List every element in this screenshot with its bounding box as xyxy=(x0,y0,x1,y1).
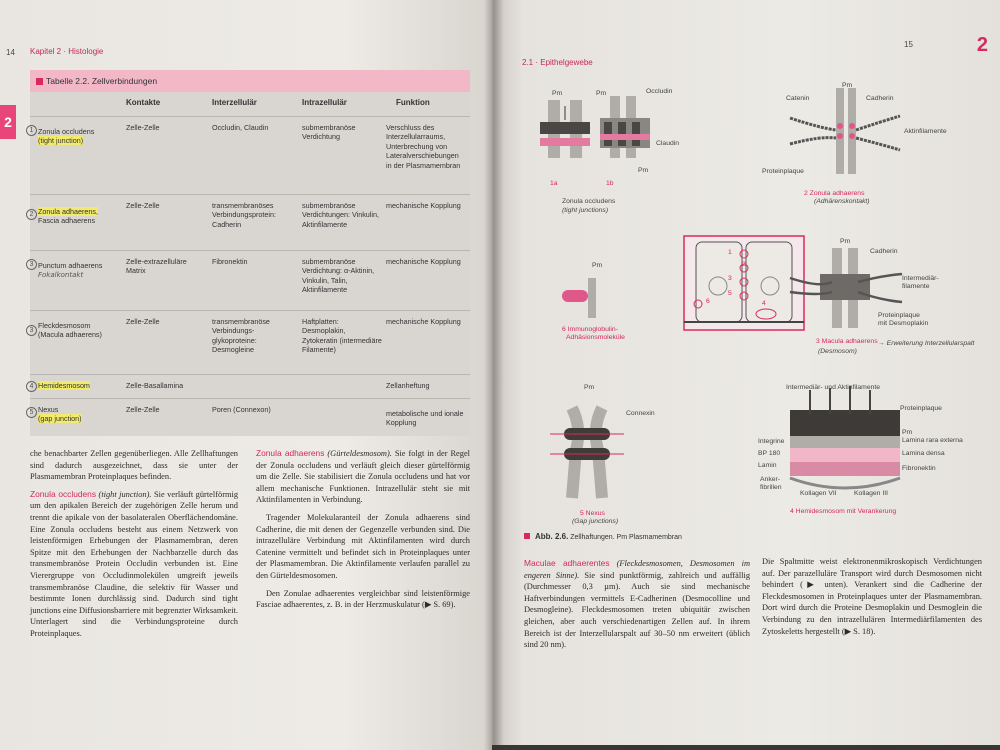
cell-junction-table xyxy=(30,70,470,436)
row-kontakte: Zelle-extrazelluläre Matrix xyxy=(126,257,187,276)
label-pm: Pm xyxy=(840,238,851,245)
row-funktion: metabolische und ionale Kopplung xyxy=(386,409,464,428)
table-header-row xyxy=(30,92,470,116)
row-number-circle: 2 xyxy=(26,209,37,220)
tight-junction-1b-diagram xyxy=(600,96,650,158)
table-row xyxy=(30,250,470,310)
epithelial-cells-overview xyxy=(684,236,804,330)
row-name-cell xyxy=(38,261,118,281)
row-inter: Occludin, Claudin xyxy=(212,123,269,132)
text-column-left-1 xyxy=(30,448,238,646)
row-name-sub: (Macula adhaerens) xyxy=(38,330,102,340)
row-name: Zonula occludens xyxy=(38,127,95,136)
row-kontakte: Zelle-Zelle xyxy=(126,201,160,210)
page-number-left: 14 xyxy=(6,48,15,57)
row-intra: submembranöse Verdichtungen: Vinkulin, Aktinfilamente xyxy=(302,201,379,229)
row-name: Nexus xyxy=(38,405,59,414)
label-cadherin: Cadherin xyxy=(866,95,894,102)
label-mit-desmoplakin: mit Desmoplakin xyxy=(878,320,929,327)
chapter-header: Kapitel 2 · Histologie xyxy=(30,47,104,56)
row-name-cell xyxy=(38,381,118,390)
label-proteinplaque-desmo: Proteinplaque xyxy=(878,312,920,319)
label-intermediar-aktin: Intermediär- und Aktinfilamente xyxy=(786,384,881,391)
hemidesmosome-diagram xyxy=(790,386,900,488)
caption-marker-icon xyxy=(524,533,530,539)
label-lamina-densa: Lamina densa xyxy=(902,450,945,457)
col-header-interzellular: Interzellulär xyxy=(212,98,257,107)
row-name-cell xyxy=(38,207,118,226)
row-inter: Fibronektin xyxy=(212,257,248,266)
table-title: Tabelle 2.2. Zellverbindungen xyxy=(46,76,158,86)
label-catenin: Catenin xyxy=(786,95,810,102)
table-title-bar xyxy=(30,70,470,92)
paragraph: che benachbarter Zellen gegenüberliegen. Alle Zellhaftungen sind dadurch ausgezeichnet, dass sie unter der Plasmamembran Proteinplaques befinden. xyxy=(30,449,238,482)
label-fibrillen: fibrillen xyxy=(760,484,782,491)
page-number-right: 15 xyxy=(904,40,913,49)
paragraph: Tragender Molekularanteil der Zonula adhaerens sind Cadherine, die mit denen der Gegenzelle verbunden sind. Die intrazelluläre Verbindung mit Aktinfilamenten wird durch Catenine vermittelt und befindet sich in Proteinplaques unter der Plasmamembran. Die Aktinfilamente verlaufen parallel zu den Gürteldesmosomen. xyxy=(256,512,470,580)
table-row xyxy=(30,374,470,398)
label-filamente: filamente xyxy=(902,283,930,290)
paragraph: Den Zonulae adhaerentes vergleichbar sind leistenförmige Fasciae adhaerentes, z. B. in der Herzmuskulatur (▶ S. 69). xyxy=(256,588,470,610)
book-gutter xyxy=(484,0,504,750)
label-intermediar: Intermediär- xyxy=(902,275,939,282)
row-intra: Haftplatten: Desmoplakin, Zytokeratin (intermediäre Filamente) xyxy=(302,317,382,355)
label-lamin: Lamin xyxy=(758,462,777,469)
label-pm: Pm xyxy=(596,90,607,97)
label-1b: 1b xyxy=(606,180,614,187)
label-hemidesmosom: 4 Hemidesmosom mit Verankerung xyxy=(790,508,897,515)
label-pm: Pm xyxy=(902,429,913,436)
row-number-circle: 5 xyxy=(26,407,37,418)
label-anker: Anker- xyxy=(760,476,781,483)
label-pm: Pm xyxy=(842,82,853,89)
label-bp180: BP 180 xyxy=(758,450,781,457)
row-name-sub: (tight junction) xyxy=(38,136,84,146)
paragraph: Die Spaltmitte weist elektronenmikroskopisch Verdichtungen auf. Der parazelluläre Transport wird durch Desmosomen nicht behindert (▶ unten). Verankert sind die Cadherine der Fleckdesmosomen in Proteinplaques unter der Plasmamembran. Dort wird durch die Proteine Desmoplakin und Desmoglein die Verbindung zu den intrazellulären Intermediärfilamenten des Zytoskeletts hergestellt (▶ S. 18). xyxy=(762,557,982,636)
row-funktion: Verschluss des Interzellularraums, Unterbrechung von Lateralverschiebungen in der Plasmamembran xyxy=(386,123,461,170)
paragraph-heading: Zonula adhaerens xyxy=(256,448,325,458)
label-5: 5 xyxy=(728,290,732,297)
figure-caption xyxy=(524,532,682,541)
label-lamina-rara: Lamina rara externa xyxy=(902,437,963,444)
row-intra: submembranöse Verdichtung xyxy=(302,123,356,142)
handwritten-note: Fokalkontakt xyxy=(38,271,84,280)
label-pm: Pm xyxy=(638,167,649,174)
tight-junction-1a-diagram xyxy=(540,100,590,158)
label-pm: Pm xyxy=(592,262,603,269)
label-immunoglobulin: 6 Immunoglobulin- xyxy=(562,326,618,333)
row-kontakte: Zelle-Basallamina xyxy=(126,381,184,390)
text-column-right-1 xyxy=(524,558,750,657)
chapter-number: 2 xyxy=(976,34,988,56)
row-funktion: mechanische Kopplung xyxy=(386,201,461,210)
col-header-intrazellular: Intrazellulär xyxy=(302,98,347,107)
row-name-cell xyxy=(38,127,118,146)
paragraph-heading: Maculae adhaerentes xyxy=(524,558,610,568)
handwritten-tight-junctions: (tight junctions) xyxy=(562,207,609,214)
table-row xyxy=(30,310,470,374)
handwritten-erweiterung: → Erweiterung Interzellularspalt xyxy=(878,340,975,347)
label-zonula-adhaerens: 2 Zonula adhaerens xyxy=(804,190,865,197)
row-name: Fleckdesmosom xyxy=(38,321,91,330)
row-funktion: mechanische Kopplung xyxy=(386,257,461,266)
row-kontakte: Zelle-Zelle xyxy=(126,317,160,326)
label-6: 6 xyxy=(706,298,710,305)
text-column-right-2 xyxy=(762,556,982,643)
paragraph xyxy=(524,558,750,651)
row-number-circle: 3 xyxy=(26,259,37,270)
caption-number: Abb. 2.6. xyxy=(534,532,569,541)
label-adhaesionsmolekuele: Adhäsionsmoleküle xyxy=(566,334,625,341)
label-macula-adhaerens: 3 Macula adhaerens xyxy=(816,338,878,345)
caption-text: Zellhaftungen. Pm Plasmamembran xyxy=(570,534,682,541)
row-inter: transmembranöse Verbindungs-glykoproteine: Desmogleine xyxy=(212,317,270,355)
row-name: Hemidesmosom xyxy=(38,381,90,390)
paragraph-subheading: (Fleckdesmosomen, Desmosomen im engeren Sinne). xyxy=(524,559,750,580)
row-kontakte: Zelle-Zelle xyxy=(126,123,160,132)
left-page xyxy=(0,0,492,750)
label-1: 1 xyxy=(728,249,732,256)
label-occludin: Occludin xyxy=(646,88,673,95)
label-fibronektin: Fibronektin xyxy=(902,465,936,472)
handwritten-gap-junctions: (Gap junctions) xyxy=(572,518,619,525)
row-inter: transmembranöses Verbindungsprotein: Cadherin xyxy=(212,201,276,229)
paragraph-body: Sie verläuft gürtelförmig um den apikalen Bereich der zugehörigen Zelle herum und trennt die apikale von der basolateralen Oberflächendomäne. Eine Zonula occludens besteht aus einem Netzwerk von leistenförmigen Erhebungen der Plasmamembran, deren Spitze mit den Erhebungen der Nachbarzelle durch das transmembranöse Protein Occludin verbunden ist. Eine Vierergruppe von Occludinmolekülen umgreift jeweils transmembranöse Claudine, die selektiv für Wasser und bestimmte Ionen durchlässig sind. Dadurch sind tight junctions eine Diffusionsbarriere mit begrenzter Wirksamkeit. Unterlagert sind die Verbindungsproteine durch Proteinplaques. xyxy=(30,489,239,638)
paragraph xyxy=(30,489,238,640)
table-row xyxy=(30,398,470,434)
label-pm: Pm xyxy=(552,90,563,97)
paragraph-subheading: (tight junction). xyxy=(98,489,152,499)
label-kollagen-iii: Kollagen III xyxy=(854,490,889,497)
chapter-side-tab: 2 xyxy=(0,105,16,139)
col-header-funktion: Funktion xyxy=(396,98,430,107)
label-connexin: Connexin xyxy=(626,410,655,417)
paragraph xyxy=(256,448,470,506)
label-4: 4 xyxy=(762,300,766,307)
paragraph-heading: Zonula occludens xyxy=(30,488,97,499)
label-pm: Pm xyxy=(584,384,595,391)
section-header: 2.1 · Epithelgewebe xyxy=(522,58,593,67)
label-proteinplaque: Proteinplaque xyxy=(900,405,942,412)
label-kollagen-vii: Kollagen VII xyxy=(800,490,837,497)
row-name-cell xyxy=(38,321,118,340)
row-name: Zonula adhaerens, xyxy=(38,207,98,216)
label-claudin: Claudin xyxy=(656,140,680,147)
label-2: 2 xyxy=(742,261,746,268)
row-number-circle: 1 xyxy=(26,125,37,136)
handwritten-desmosom: (Desmosom) xyxy=(818,348,857,355)
label-cadherin: Cadherin xyxy=(870,248,898,255)
nexus-diagram xyxy=(550,408,624,498)
cell-junctions-figure xyxy=(520,78,990,528)
paragraph-body: Sie sind punktförmig, zahlreich und auffällig (Durchmesser 0,3 µm). Auch sie sind mechanische Haftverbindungen vermittels E-Cadherinen (Desmocolline und Desmogleine). Fleckdesmosomen treten ubiquitär zwischen gleichen, aber auch verschiedenartigen Zellen auf. In ihrem Bereich ist der Interzellularspalt auf 30–50 nm erweitert (üblich sind 20 nm). xyxy=(524,570,751,650)
row-inter: Poren (Connexon) xyxy=(212,405,271,414)
row-number-circle: 3 xyxy=(26,325,37,336)
label-nexus: 5 Nexus xyxy=(580,510,605,517)
col-header-kontakte: Kontakte xyxy=(126,98,161,107)
table-row xyxy=(30,116,470,194)
row-name: Punctum adhaerens xyxy=(38,261,103,270)
row-name-sub: Fascia adhaerens xyxy=(38,216,96,226)
label-proteinplaque: Proteinplaque xyxy=(762,168,804,175)
table-marker-icon xyxy=(36,78,43,85)
row-kontakte: Zelle-Zelle xyxy=(126,405,160,414)
text-column-left-2 xyxy=(256,448,470,617)
row-number-circle: 4 xyxy=(26,381,37,392)
row-name-cell xyxy=(38,405,118,424)
label-integrine: Integrine xyxy=(758,438,785,445)
immunoglobulin-diagram xyxy=(562,278,596,318)
row-name-sub: (gap junction) xyxy=(38,414,82,424)
label-zonula-occludens: Zonula occludens xyxy=(562,198,616,205)
table-row xyxy=(30,194,470,250)
label-1a: 1a xyxy=(550,180,558,187)
row-funktion: mechanische Kopplung xyxy=(386,317,461,326)
handwritten-adhaerenskontakt: (Adhärenskontakt) xyxy=(814,198,870,205)
row-intra: submembranöse Verdichtung: α-Aktinin, Vinkulin, Talin, Aktinfilamente xyxy=(302,257,375,295)
label-3: 3 xyxy=(728,275,732,282)
paragraph-body: Sie folgt in der Regel der Zonula occludens und verläuft gleich dieser gürtelförmig um die Zelle. Sie stabilisiert die Zonula occludens und hat vor allem mechanische Funktionen. Intrazellulär steht sie mit Aktinfilamenten in Verbindung. xyxy=(256,449,471,505)
row-funktion: Zellanheftung xyxy=(386,381,430,390)
paragraph-subheading: (Gürteldesmosom). xyxy=(327,449,392,458)
label-aktinfilamente: Aktinfilamente xyxy=(904,128,947,135)
